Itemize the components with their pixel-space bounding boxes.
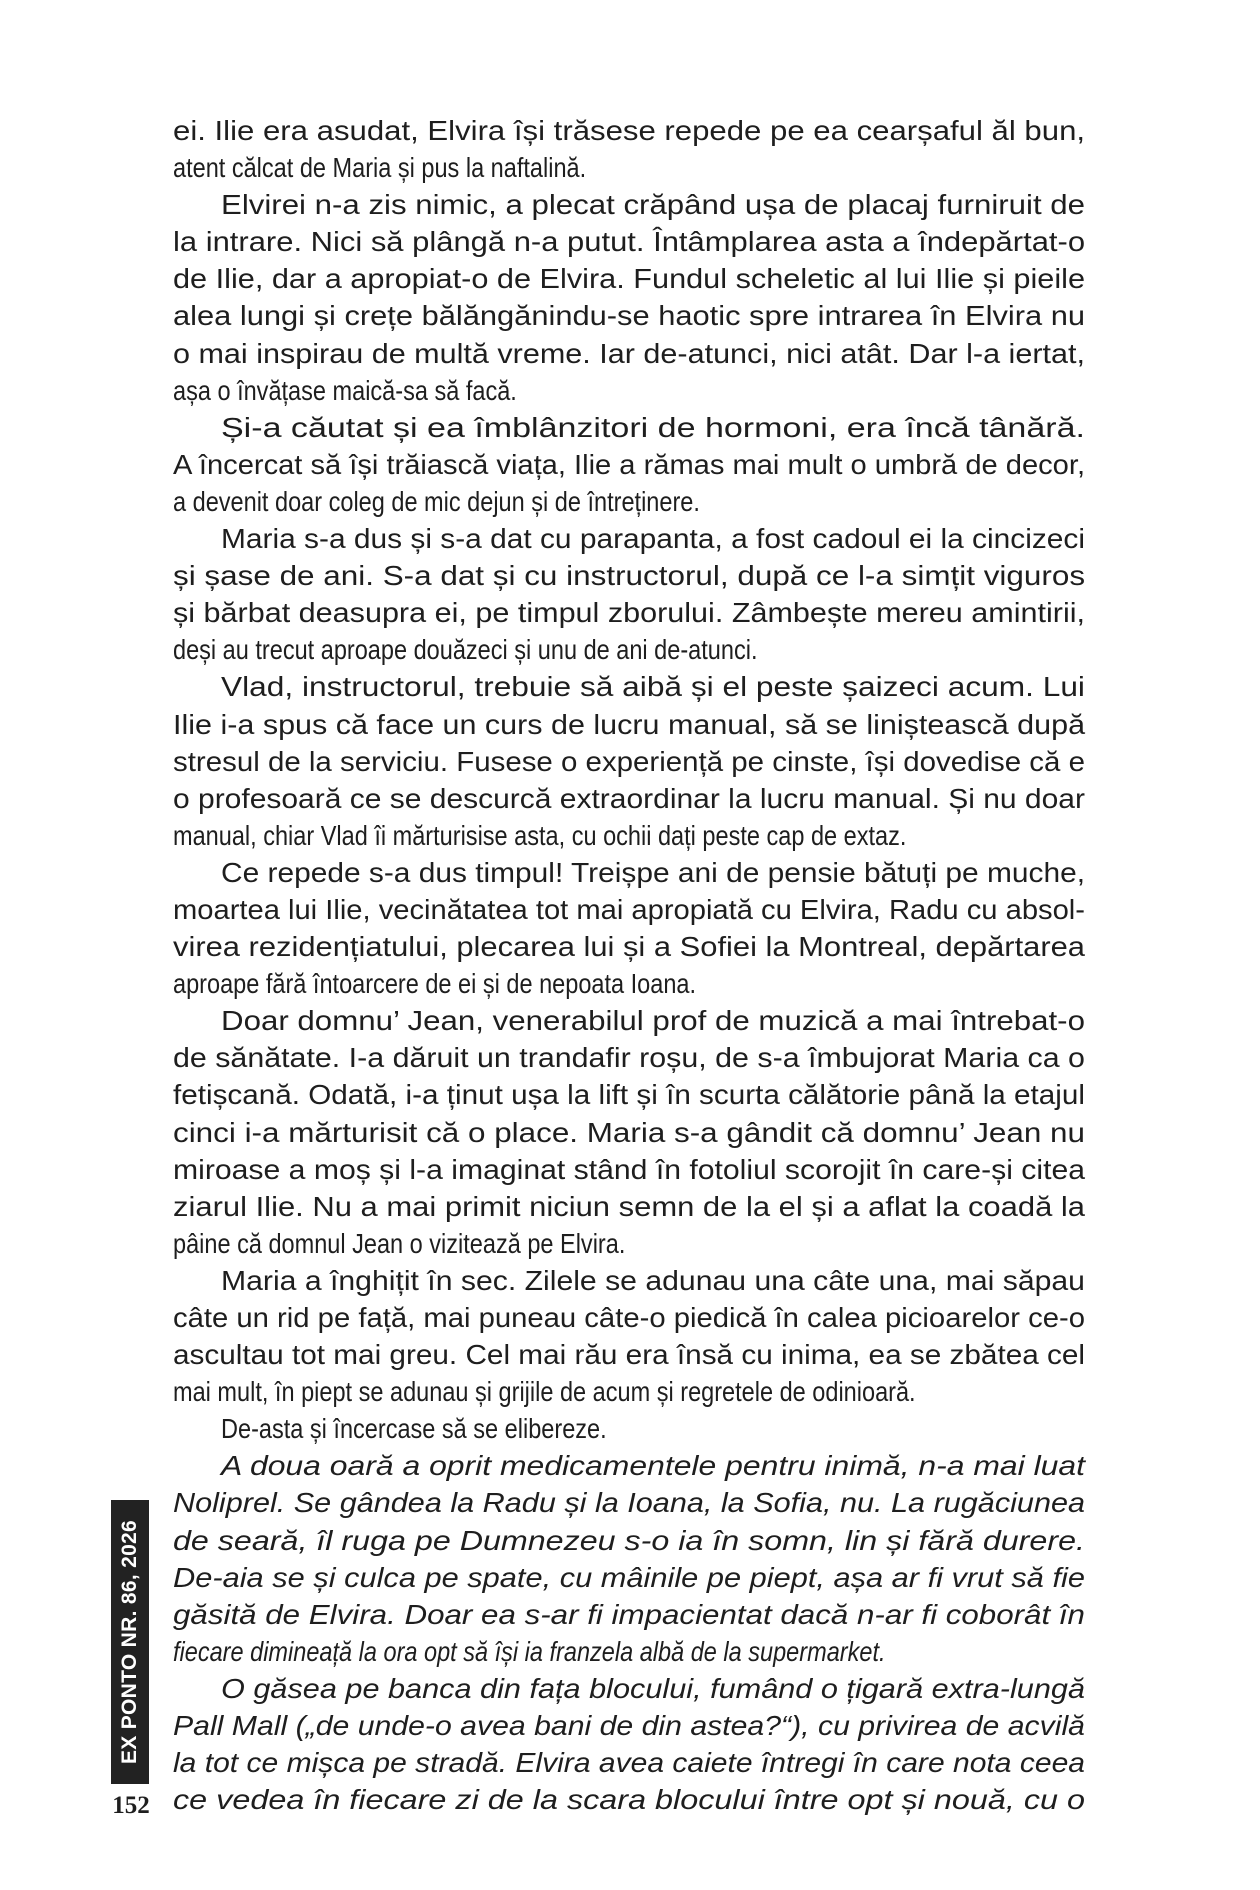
text-line-content: ziarul Ilie. Nu a mai primit niciun semn de la el și a aflat la coadă la [173,1190,1086,1222]
text-line [173,1262,1085,1299]
text-line-content: Și-a căutat și ea îmblânzitori de hormoni, era încă tânără. [221,411,1085,443]
text-line [173,260,1085,297]
text-line-content: ascultau tot mai greu. Cel mai rău era însă cu inima, ea se zbătea cel [173,1339,1086,1371]
text-line-content: ce vedea în fiecare zi de la scara blocului între opt și nouă, cu o [173,1784,1086,1816]
text-line-content: Maria s-a dus și s-a dat cu parapanta, a fost cadoul ei la cincizeci [221,523,1086,555]
text-line [173,1670,1085,1707]
journal-sidebar-band [111,1500,149,1784]
text-line [173,706,1085,743]
text-line-content: de sănătate. I-a dăruit un trandafir roșu, de s-a îmbujorat Maria ca o [173,1042,1085,1074]
text-line [173,1559,1085,1596]
text-line-content: găsită de Elvira. Doar ea s-ar fi impacientat dacă n-ar fi coborât în [173,1598,1085,1630]
text-line-content: aproape fără întoarcere de ei și de nepoata Ioana. [173,968,697,1000]
text-line-content: pâine că domnul Jean o vizitează pe Elvira. [173,1227,626,1259]
text-line [173,1225,1085,1262]
text-line [173,1188,1085,1225]
text-line [173,557,1085,594]
text-line [173,631,1085,668]
text-line-content: alea lungi și crețe bălăngănindu-se haotic spre intrarea în Elvira nu [173,300,1086,332]
text-line [173,149,1085,186]
text-line-content: Maria a înghițit în sec. Zilele se adunau una câte una, mai săpau [221,1264,1085,1296]
text-line [173,965,1085,1002]
text-line [173,1336,1085,1373]
text-line-content: așa o învățase maică-sa să facă. [173,374,517,406]
text-line-content: a devenit doar coleg de mic dejun și de întreținere. [173,485,700,517]
text-line-content: A doua oară a oprit medicamentele pentru inimă, n-a mai luat [221,1450,1086,1482]
text-line-content: Elvirei n-a zis nimic, a plecat crăpând ușa de placaj furniruit de [221,189,1086,221]
text-line [173,1633,1085,1670]
text-line-content: de Ilie, dar a apropiat-o de Elvira. Fundul scheletic al lui Ilie și pieile [173,263,1086,295]
text-line [173,1373,1085,1410]
text-line-content: Doar domnu’ Jean, venerabilul prof de muzică a mai întrebat-o [221,1005,1085,1037]
text-line-content: Pall Mall („de unde-o avea bani de din astea?“), cu privirea de acvilă [173,1710,1085,1742]
text-line [173,297,1085,334]
text-line-content: la tot ce mișca pe stradă. Elvira avea caiete întregi în care nota ceea [173,1747,1086,1779]
text-line-content: manual, chiar Vlad îi mărturisise asta, cu ochii dați peste cap de extaz. [173,819,907,851]
body-text-column [173,112,1085,1818]
text-line-content: fiecare dimineață la ora opt să își ia franzela albă de la supermarket. [173,1635,886,1667]
text-line [173,1114,1085,1151]
text-line [173,1002,1085,1039]
text-line-content: și bărbat deasupra ei, pe timpul zborului. Zâmbește mereu amintirii, [173,597,1086,629]
text-line-content: Ce repede s-a dus timpul! Treișpe ani de pensie bătuți pe muche, [221,856,1086,888]
page-number: 152 [112,1792,150,1819]
text-line [173,1744,1085,1781]
text-line [173,817,1085,854]
text-line [173,1151,1085,1188]
text-line [173,1076,1085,1113]
text-line-content: atent călcat de Maria și pus la naftalină. [173,152,587,184]
text-line-content: și șase de ani. S-a dat și cu instructorul, după ce l-a simțit viguros [173,560,1086,592]
journal-issue-label: EX PONTO NR. 86, 2026 [118,1519,141,1765]
text-line [173,668,1085,705]
text-line [173,186,1085,223]
text-line [173,520,1085,557]
text-line [173,854,1085,891]
text-line [173,1039,1085,1076]
text-line-content: De-aia se și culca pe spate, cu mâinile pe piept, așa ar fi vrut să fie [173,1561,1085,1593]
text-line [173,1781,1085,1818]
text-line [173,1596,1085,1633]
text-line-content: deși au trecut aproape douăzeci și unu de ani de-atunci. [173,634,758,666]
text-line-content: Noliprel. Se gândea la Radu și la Ioana, la Sofia, nu. La rugăciunea [173,1487,1086,1519]
text-line [173,1707,1085,1744]
text-line [173,743,1085,780]
text-line [173,928,1085,965]
text-line-content: moartea lui Ilie, vecinătatea tot mai apropiată cu Elvira, Radu cu absol- [173,893,1085,925]
text-line-content: de seară, îl ruga pe Dumnezeu s-o ia în somn, lin și fără durere. [173,1524,1085,1556]
text-line [173,372,1085,409]
text-line [173,1484,1085,1521]
text-line-content: cinci i-a mărturisit că o place. Maria s-a gândit că domnu’ Jean nu [173,1116,1085,1148]
text-line-content: De-asta și încercase să se elibereze. [221,1413,607,1445]
text-line-content: la intrare. Nici să plângă n-a putut. Întâmplarea asta a îndepărtat-o [173,226,1086,258]
text-line [173,446,1085,483]
text-line [173,223,1085,260]
text-line [173,891,1085,928]
text-line [173,409,1085,446]
text-line [173,1447,1085,1484]
text-line-content: Vlad, instructorul, trebuie să aibă și el peste șaizeci acum. Lui [221,671,1085,703]
text-line-content: ei. Ilie era asudat, Elvira își trăsese repede pe ea cearșaful ăl bun, [173,115,1086,146]
text-line [173,1410,1085,1447]
text-line-content: fetișcană. Odată, i-a ținut ușa la lift și în scurta călătorie până la etajul [173,1079,1085,1111]
text-line [173,112,1085,149]
text-line [173,1299,1085,1336]
text-line-content: Ilie i-a spus că face un curs de lucru manual, să se liniștească după [173,708,1086,740]
text-line-content: virea rezidențiatului, plecarea lui și a Sofiei la Montreal, depărtarea [173,931,1085,963]
text-line [173,780,1085,817]
text-line [173,335,1085,372]
text-line-content: miroase a moș și l-a imaginat stând în fotoliul scorojit în care-și citea [173,1153,1086,1185]
text-line-content: o profesoară ce se descurcă extraordinar la lucru manual. Și nu doar [173,782,1085,814]
text-line [173,594,1085,631]
text-line-content: câte un rid pe față, mai puneau câte-o piedică în calea picioarelor ce-o [173,1302,1085,1333]
text-line [173,1522,1085,1559]
text-line-content: O găsea pe banca din fața blocului, fumând o țigară extra-lungă [221,1672,1086,1704]
text-line-content: A încercat să își trăiască viața, Ilie a rămas mai mult o umbră de decor, [173,448,1086,480]
text-line-content: o mai inspirau de multă vreme. Iar de-atunci, nici atât. Dar l-a iertat, [173,337,1085,369]
text-line-content: mai mult, în piept se adunau și grijile de acum și regretele de odinioară. [173,1376,916,1408]
text-line [173,483,1085,520]
text-line-content: stresul de la serviciu. Fusese o experiență pe cinste, își dovedise că e [173,745,1085,777]
